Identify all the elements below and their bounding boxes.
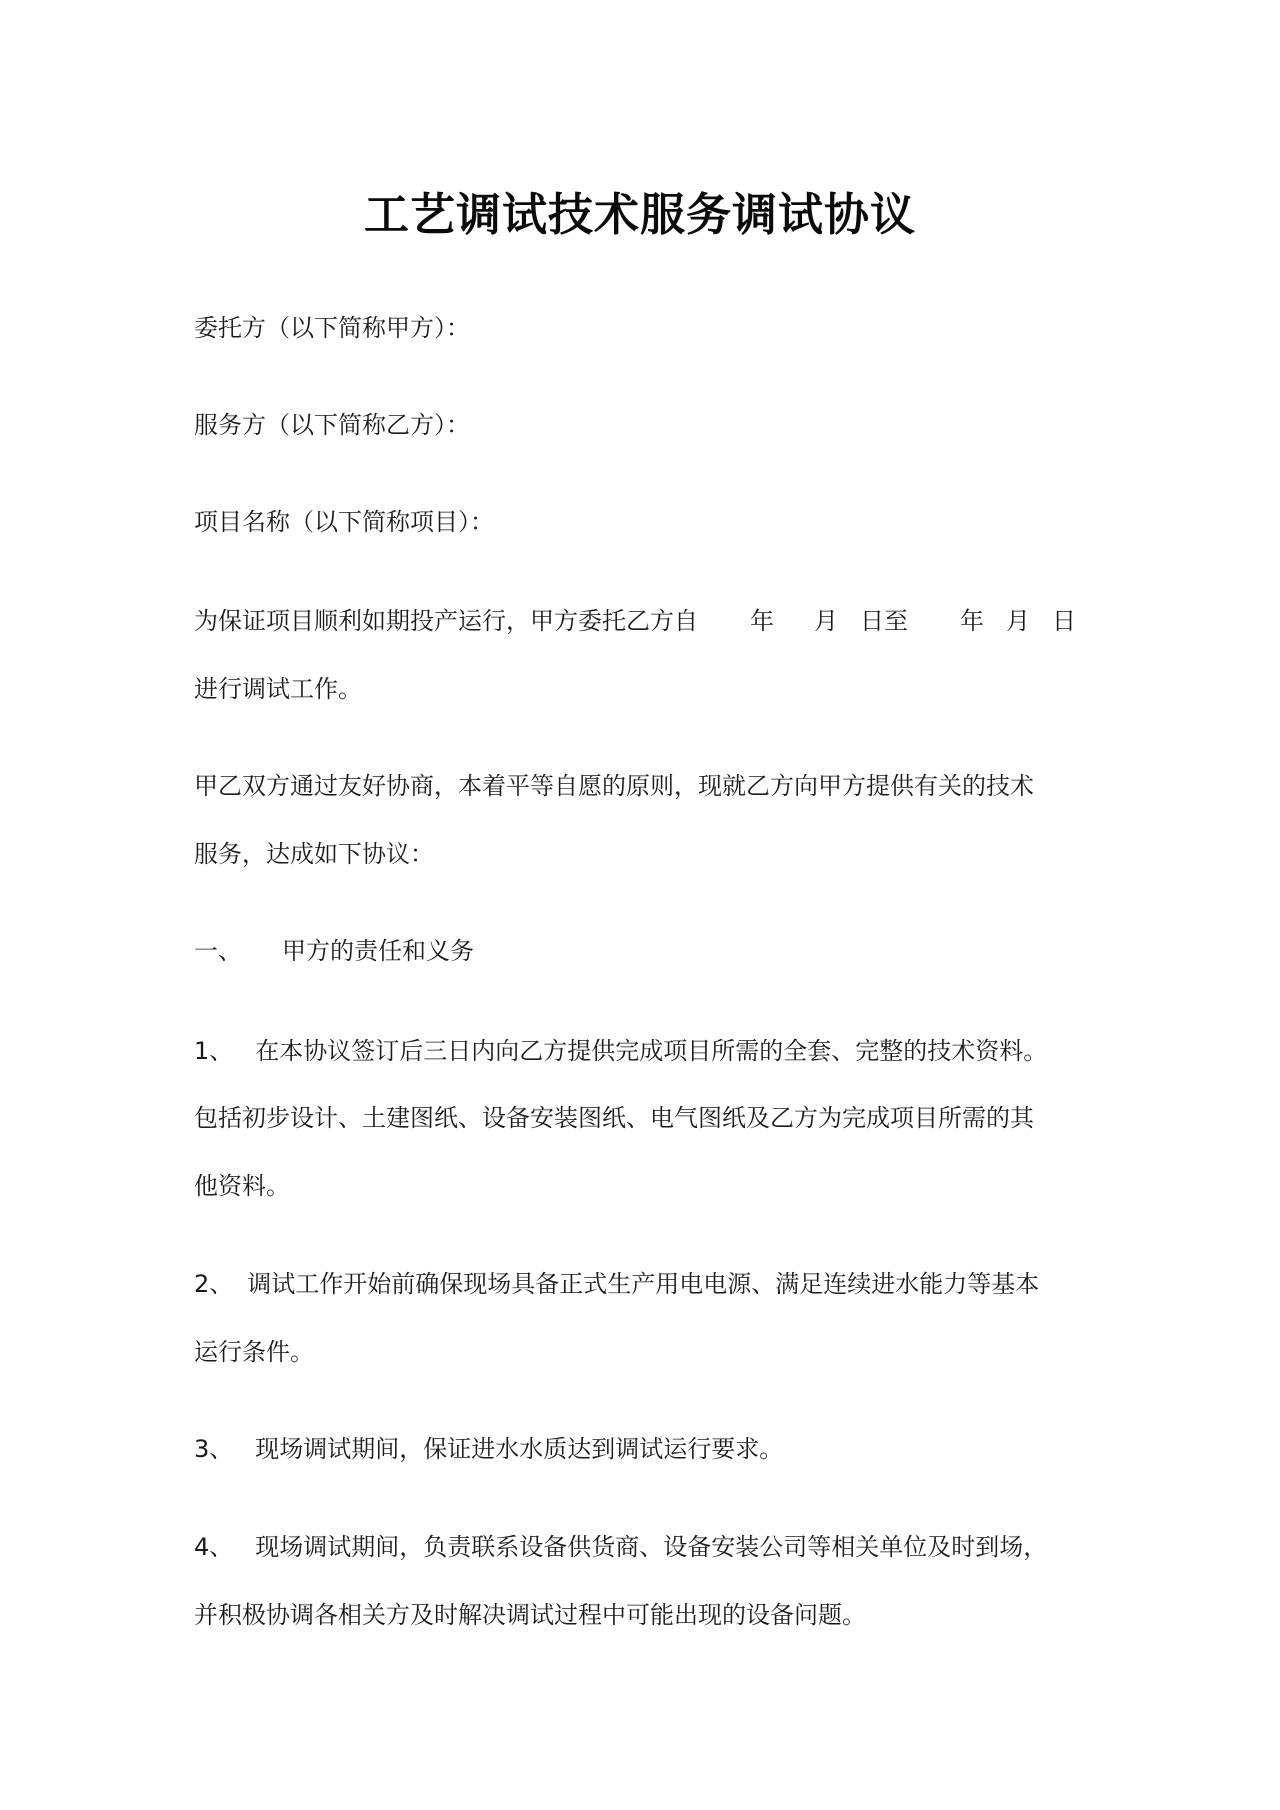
clause-2-line-2: 运行条件。 xyxy=(194,1338,314,1366)
clause-2-line-1 xyxy=(194,1264,1039,1299)
clause-3-line-1 xyxy=(194,1429,783,1464)
clause-text: 在本协议签订后三日内向乙方提供完成项目所需的全套、完整的技术资料。 xyxy=(255,1037,1048,1065)
year-label-1: 年 xyxy=(750,607,774,635)
clause-number: 1、 xyxy=(194,1037,234,1065)
clause-number: 3、 xyxy=(194,1435,234,1463)
intro-line-1 xyxy=(194,601,1076,636)
section-heading xyxy=(194,931,474,966)
clause-4-line-1 xyxy=(194,1527,1047,1562)
day-label-2: 日 xyxy=(1052,607,1076,635)
clause-number: 4、 xyxy=(194,1533,234,1561)
clause-text: 现场调试期间，保证进水水质达到调试运行要求。 xyxy=(255,1435,784,1463)
section-title: 甲方的责任和义务 xyxy=(282,937,474,965)
agreement-line-1: 甲乙双方通过友好协商，本着平等自愿的原则，现就乙方向甲方提供有关的技术 xyxy=(194,772,1034,800)
intro-line-2: 进行调试工作。 xyxy=(194,675,362,703)
day-to-label: 日至 xyxy=(860,607,908,635)
party-a-line: 委托方（以下简称甲方）： xyxy=(194,314,470,342)
project-name-line: 项目名称（以下简称项目）： xyxy=(194,508,494,536)
clause-text: 调试工作开始前确保现场具备正式生产用电电源、满足连续进水能力等基本 xyxy=(247,1270,1040,1298)
clause-number: 2、 xyxy=(194,1270,234,1298)
clause-1-line-2: 包括初步设计、土建图纸、设备安装图纸、电气图纸及乙方为完成项目所需的其 xyxy=(194,1104,1034,1132)
party-b-line: 服务方（以下简称乙方）： xyxy=(194,411,470,439)
clause-4-line-2: 并积极协调各相关方及时解决调试过程中可能出现的设备问题。 xyxy=(194,1601,866,1629)
section-number: 一、 xyxy=(194,937,242,965)
intro-text: 为保证项目顺利如期投产运行，甲方委托乙方自 xyxy=(194,607,698,635)
clause-1-line-1 xyxy=(194,1031,1047,1066)
month-label-2: 月 xyxy=(1006,607,1030,635)
clause-1-line-3: 他资料。 xyxy=(194,1172,290,1200)
clause-text: 现场调试期间，负责联系设备供货商、设备安装公司等相关单位及时到场， xyxy=(255,1533,1048,1561)
agreement-line-2: 服务，达成如下协议： xyxy=(194,840,434,868)
document-title: 工艺调试技术服务调试协议 xyxy=(363,188,916,241)
month-label-1: 月 xyxy=(814,607,838,635)
year-label-2: 年 xyxy=(960,607,984,635)
